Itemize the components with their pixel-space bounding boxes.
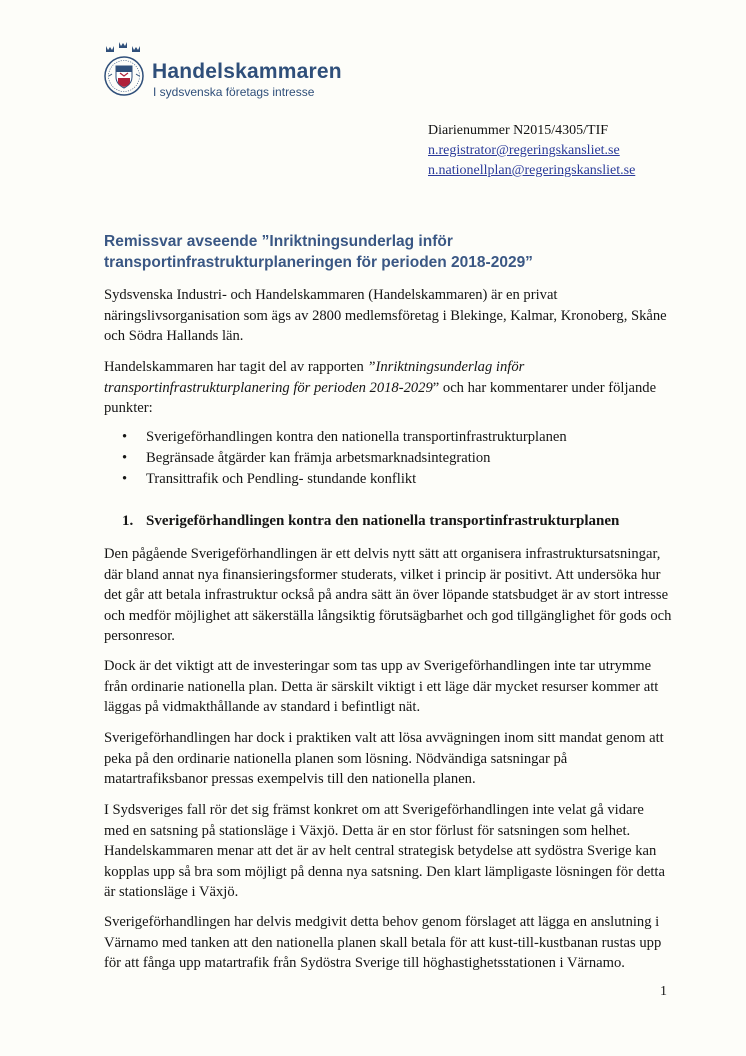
email-nationellplan-link[interactable]: n.nationellplan@regeringskansliet.se xyxy=(428,163,636,178)
points-list xyxy=(104,427,664,490)
body-paragraph-1: Den pågående Sverigeförhandlingen är ett delvis nytt sätt att organisera infrastruktursatsningar, där bland annat nya finansieringsformer studerats, vilket i princip är positivt. Att undersöka hur det går att betala infrastruktur också på andra sätt än över löpande statsbudget är av stort intresse och medför möjlighet att säkerställa långsiktig förutsägbarhet och god tillgänglighet för gods och personresor. xyxy=(104,546,672,645)
body-paragraph-4: I Sydsveriges fall rör det sig främst konkret om att Sverigeförhandlingen inte velat gå vidare med en satsning på stationsläge i Växjö. Detta är en stor förlust för satsningen som helhet. Handelskammaren menar att det är av helt central strategisk betydelse att sydöstra Sverige kan kopplas upp så bra som möjligt på denna nya satsning. Den klart lämpligaste lösningen för detta är stationsläge i Växjö. xyxy=(104,802,665,901)
section-title-text: Sverigeförhandlingen kontra den nationella transportinfrastrukturplanen xyxy=(146,513,620,529)
report-text-after: ” och har kommentarer under följande punkter: xyxy=(104,379,657,417)
body-paragraph-5: Sverigeförhandlingen har delvis medgivit detta behov genom förslaget att lägga en anslutning i Värnamo med tanken att den nationella planen skall betala för att kust-till-kustbanan rustas upp för att fånga upp matartrafik från Sydöstra Sverige till höghastighetsstationen i Värnamo. xyxy=(104,914,662,972)
reference-block xyxy=(428,121,635,181)
body-paragraph-2: Dock är det viktigt att de investeringar som tas upp av Sverigeförhandlingen inte tar utrymme från ordinarie nationella plan. Detta är särskilt viktigt i ett läge där mycket resurser kommer att läggas på vidmakthållande av standard i befintligt nät. xyxy=(104,658,659,716)
diarienummer: Diarienummer N2015/4305/TIF xyxy=(428,123,609,138)
list-item: • Sverigeförhandlingen kontra den nationella transportinfrastrukturplanen xyxy=(104,427,664,448)
report-title-italic: ”Inriktningsunderlag inför transportinfrastrukturplanering för perioden 2018-2029 xyxy=(104,359,525,396)
section-number: 1. xyxy=(122,513,134,529)
crest-icon xyxy=(100,42,150,102)
report-text-before: Handelskammaren har tagit del av rapporten xyxy=(104,359,368,375)
page-number: 1 xyxy=(660,984,667,999)
org-tagline: I sydsvenska företags intresse xyxy=(153,85,315,99)
section-1-heading xyxy=(122,511,682,531)
body-paragraph-3: Sverigeförhandlingen har dock i praktiken valt att lösa avvägningen inom sitt mandat genom att peka på den ordinarie nationella planen som lösning. Nödvändiga satsningar på matartrafiksbanor pressas exempelvis till den nationella planen. xyxy=(104,730,664,788)
document-title xyxy=(104,231,664,273)
org-name: Handelskammaren xyxy=(152,60,342,83)
intro-paragraph: Sydsvenska Industri- och Handelskammaren (Handelskammaren) är en privat näringslivsorganisation som ägs av 2800 medlemsföretag i Blekinge, Kalmar, Kronoberg, Skåne och Södra Hallands län. xyxy=(104,287,667,345)
handelskammaren-logo xyxy=(100,42,360,102)
list-item: • Transittrafik och Pendling- stundande konflikt xyxy=(104,469,664,490)
report-paragraph xyxy=(104,357,672,419)
list-item: • Begränsade åtgärder kan främja arbetsmarknadsintegration xyxy=(104,448,664,469)
title-line-1: Remissvar avseende ”Inriktningsunderlag inför xyxy=(104,233,453,250)
title-line-2: transportinfrastrukturplaneringen för perioden 2018-2029” xyxy=(104,254,533,271)
email-registrator-link[interactable]: n.registrator@regeringskansliet.se xyxy=(428,143,620,158)
